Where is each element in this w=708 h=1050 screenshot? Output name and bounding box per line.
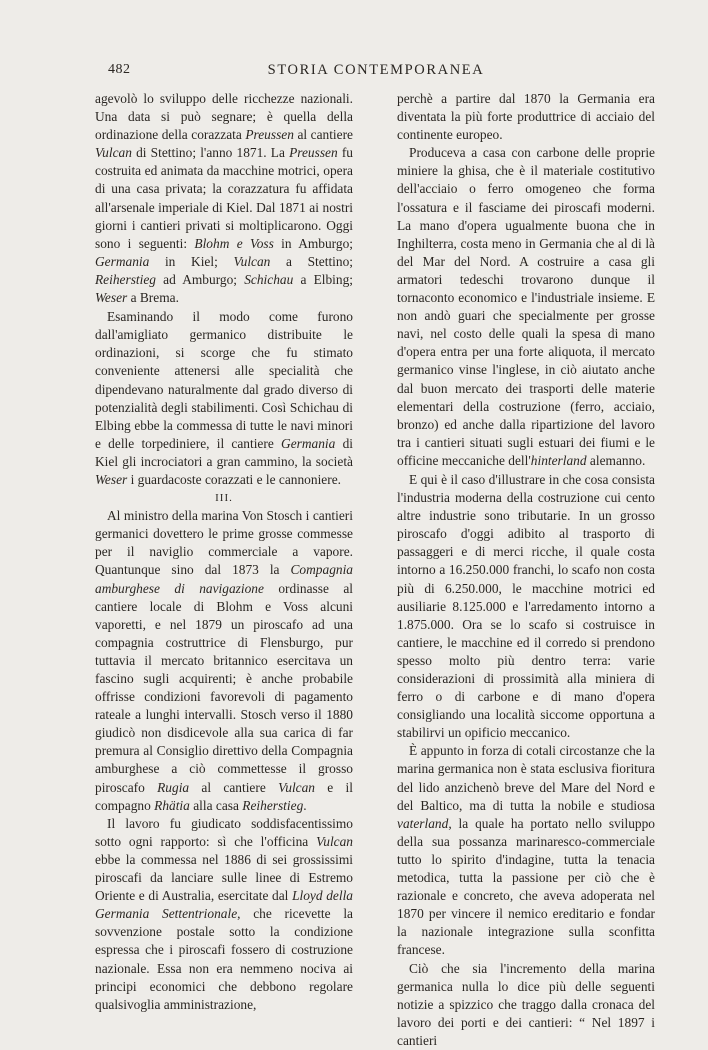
paragraph: Ciò che sia l'incremento della marina germanica nulla lo dice più delle seguenti notizie a spizzico che traggo dalla cronaca del lavoro dei porti e dei cantieri: “ Nel 1897 i cantieri bbox=[397, 960, 655, 1048]
paragraph: Produceva a casa con carbone delle proprie miniere la ghisa, che è il materiale costitutivo dell'acciaio o ferro omogeneo che forma l'ossatura e il fasciame dei piroscafi moderni. La mano d'opera ugualmente buona che in Inghilterra, costa meno in Germania che al di là del Mar del Nord. A costruire a casa gli armatori tedeschi trovarono dunque il tornaconto economico e l'industriale insieme. E non andò guari che specialmente per grosse navi, nel costo delle quali la spesa di mano d'opera entra per una forte aliquota, il mercato germanico vinse l'inglese, in ciò aiutato anche dal buon mercato dei trasporti delle materie elementari della costruzione (ferro, acciaio, bronzo) ed anche dalla ripartizione del lavoro tra i cantieri situati sugli estuari dei fiumi e le officine meccaniche dell'hinterland alemanno. bbox=[397, 145, 655, 468]
running-title: STORIA CONTEMPORANEA bbox=[267, 62, 485, 78]
left-column bbox=[95, 90, 353, 1014]
page-header bbox=[96, 62, 656, 84]
paragraph: Il lavoro fu giudicato soddisfacentissimo sotto ogni rapporto: sì che l'officina Vulcan ebbe la commessa nel 1886 di sei grossissimi piroscafi da lanciare sulle linee di Estremo Oriente e di Australia, esercitate dal Lloyd della Germania Settentrionale, che ricevette la sovvenzione postale sotto la condizione espressa che i piroscafi fossero di costruzione nazionale. Essa non era nemmeno nociva ai principi economici che debbono regolare qualsivoglia amministrazione, bbox=[95, 815, 353, 1012]
section-number: III. bbox=[215, 492, 233, 505]
paragraph: Esaminando il modo come furono dall'amigliato germanico distribuite le ordinazioni, si scorge che fu stimato conveniente attenersi alle specialità che dipendevano naturalmente dal grado diverso di potenzialità degli stabilimenti. Così Schichau di Elbing ebbe la commessa di tutte le navi minori e delle torpediniere, il cantiere Germania di Kiel gli incrociatori a gran cammino, la società Weser i guardacoste corazzati e le cannoniere. bbox=[95, 309, 354, 487]
right-column bbox=[397, 90, 655, 1050]
paragraph: E qui è il caso d'illustrare in che cosa consista l'industria moderna della costruzione cui cento altre industrie sono tributarie. In un grosso piroscafo d'oggi adibito al trasporto di passaggeri e di merci ricche, il quale costa intorno a 16.250.000 franchi, lo scafo non costa più di 6.250.000, le macchine motrici ed ausiliarie 8.125.000 e l'arredamento intorno a 1.875.000. Ora se lo scafo si costruisce in cantiere, le macchine ed il corredo si prendono spesso molto più dentro terra: varie considerazioni di prossimità alla miniera di ferro o di carbone e di mano d'opera consigliando una località siccome opportuna a stabilirvi un opificio meccanico. bbox=[397, 471, 655, 741]
paragraph: agevolò lo sviluppo delle ricchezze nazionali. Una data si può segnare; è quella della ordinazione della corazzata Preussen al cantiere Vulcan di Stettino; l'anno 1871. La Preussen fu costruita ed animata da macchine motrici, opera di una casa privata; la corazzatura fu affidata all'arsenale imperiale di Kiel. Dal 1871 ai nostri giorni i cantieri privati si moltiplicarono. Oggi sono i seguenti: Blohm e Voss in Amburgo; Germania in Kiel; Vulcan a Stettino; Reiherstieg ad Amburgo; Schichau a Elbing; Weser a Brema. bbox=[95, 91, 353, 306]
paragraph: Al ministro della marina Von Stosch i cantieri germanici dovettero le prime grosse commesse per il naviglio commerciale a vapore. Quantunque sino dal 1873 la Compagnia amburghese di navigazione ordinasse al cantiere locale di Blohm e Voss alcuni vaporetti, e nel 1879 un piroscafo ad una compagnia costruttrice di Flensburgo, pur tuttavia il mercato britannico esercitava un fascino sugli acquirenti; è anche probabile offrisse condizioni favorevoli di pagamento rateale a lunghi intervalli. Stosch verso il 1880 giudicò non disdicevole alla sua carica di far premura al Consiglio direttivo della Compagnia amburghese a ciò commettesse il grosso piroscafo Rugia al cantiere Vulcan e il compagno Rhätia alla casa Reiherstieg. bbox=[95, 508, 353, 813]
paragraph: perchè a partire dal 1870 la Germania era diventata la più forte produttrice di acciaio del continente europeo. bbox=[397, 91, 655, 143]
paragraph: È appunto in forza di cotali circostanze che la marina germanica non è stata esclusiva fioritura del lido anzichenò breve del Mare del Nord e del Baltico, ma di tutta la nobile e studiosa vaterland, la quale ha portato nello sviluppo della sua possanza marinaresco-commerciale tutto lo spirito d'indagine, tutta la tenacia metodica, tutta la passione per ciò che è razionale e concreto, che aveva adoperata nel 1870 per vincere il nemico ereditario e fondar la nazionale integrazione sulla sconfitta francese. bbox=[397, 743, 655, 958]
page-number: 482 bbox=[108, 62, 131, 77]
